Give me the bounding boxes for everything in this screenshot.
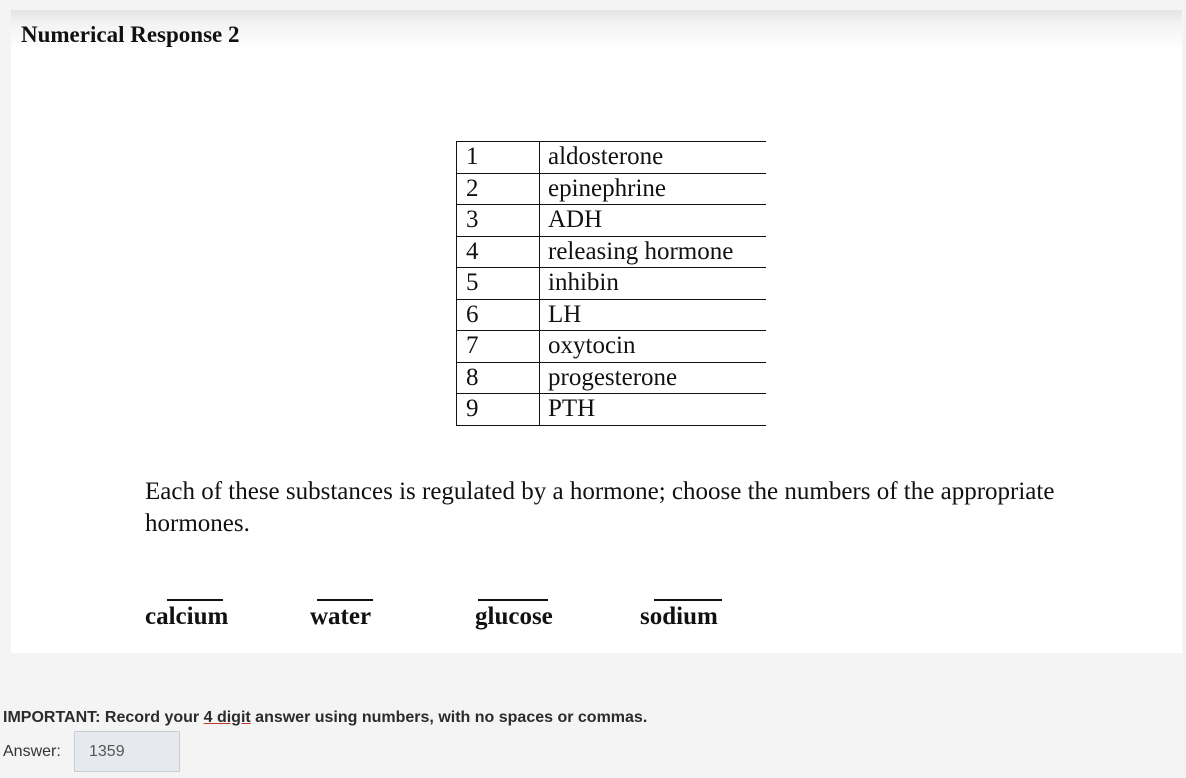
hormone-number: 5	[457, 268, 540, 300]
title-bar	[11, 10, 1182, 50]
table-row	[457, 142, 766, 174]
table-row	[457, 394, 766, 426]
substance-water: water	[310, 603, 372, 630]
answer-blank-glucose	[478, 599, 548, 601]
important-note	[3, 709, 647, 727]
hormone-name: releasing hormone	[540, 236, 766, 268]
answer-label: Answer:	[3, 743, 61, 760]
hormone-name: oxytocin	[540, 331, 766, 363]
hormone-number: 8	[457, 362, 540, 394]
important-text-before: : Record your	[95, 709, 204, 726]
answer-blank-sodium	[654, 599, 722, 601]
table-row	[457, 236, 766, 268]
question-instruction: Each of these substances is regulated by a hormone; choose the numbers of the appropriate hormones.	[145, 478, 1055, 537]
question-title: Numerical Response 2	[21, 22, 240, 47]
table-row	[457, 362, 766, 394]
table-row	[457, 205, 766, 237]
hormone-number: 3	[457, 205, 540, 237]
important-label: IMPORTANT	[3, 709, 96, 726]
answer-blank-water	[317, 599, 373, 601]
hormone-number: 9	[457, 394, 540, 426]
answer-input[interactable]	[74, 731, 180, 772]
hormone-number: 1	[457, 142, 540, 174]
table-row	[457, 331, 766, 363]
hormone-name: inhibin	[540, 268, 766, 300]
hormone-table	[456, 141, 766, 426]
hormone-name: ADH	[540, 205, 766, 237]
important-emphasis: 4 digit	[203, 709, 251, 726]
hormone-number: 7	[457, 331, 540, 363]
hormone-name: PTH	[540, 394, 766, 426]
substance-glucose: glucose	[475, 603, 553, 630]
hormone-name: aldosterone	[540, 142, 766, 174]
answer-blank-calcium	[167, 599, 223, 601]
hormone-name: LH	[540, 299, 766, 331]
substance-sodium: sodium	[640, 603, 718, 630]
hormone-name: epinephrine	[540, 173, 766, 205]
table-row	[457, 268, 766, 300]
important-text-after: answer using numbers, with no spaces or commas.	[250, 709, 648, 726]
table-row	[457, 299, 766, 331]
hormone-name: progesterone	[540, 362, 766, 394]
substance-calcium: calcium	[145, 603, 229, 630]
hormone-number: 6	[457, 299, 540, 331]
table-row	[457, 173, 766, 205]
hormone-number: 2	[457, 173, 540, 205]
hormone-number: 4	[457, 236, 540, 268]
question-card	[11, 10, 1182, 653]
